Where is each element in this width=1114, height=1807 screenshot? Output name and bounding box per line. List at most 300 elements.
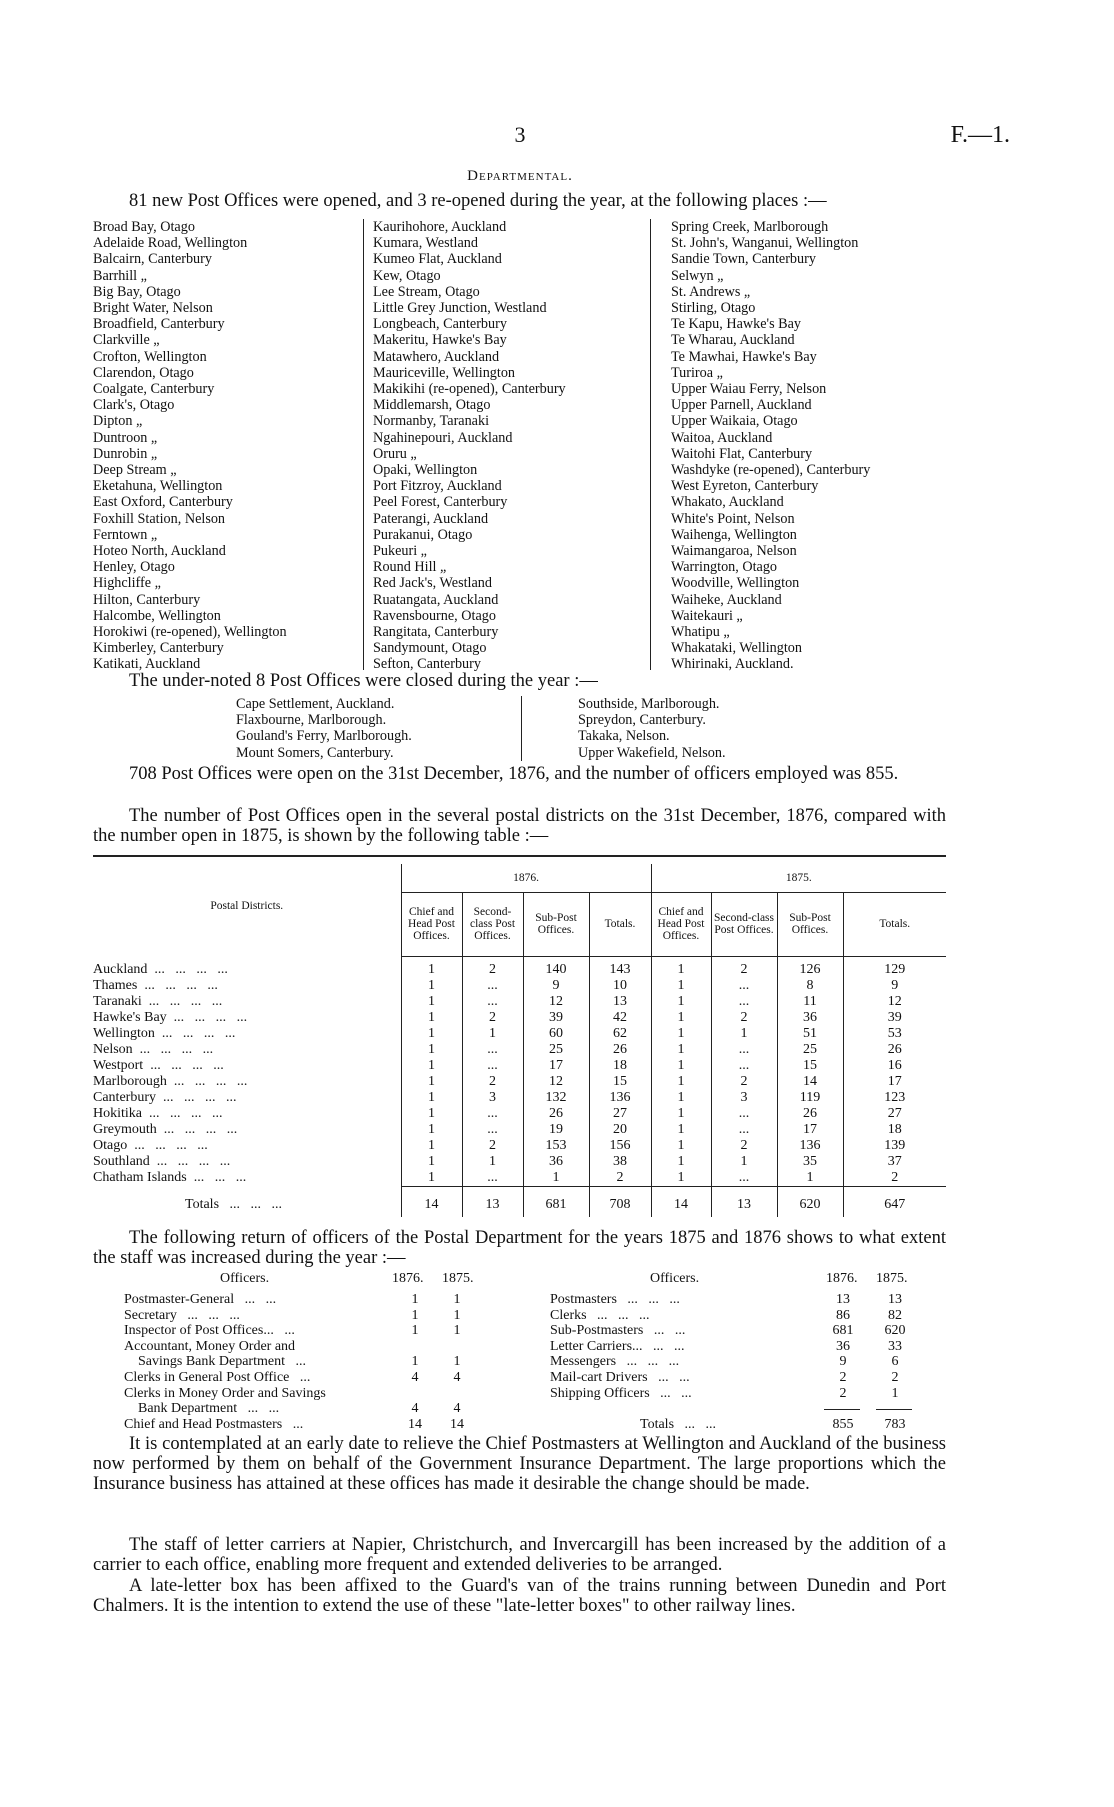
place-entry: Hoteo North, Auckland — [93, 543, 226, 560]
officers-total-1876: 855 — [832, 1417, 854, 1433]
officer-row — [550, 1370, 930, 1386]
place-entry: Round Hill „ — [373, 559, 447, 576]
place-entry: Stirling, Otago — [671, 300, 756, 317]
officer-count-1875: 6 — [891, 1354, 899, 1370]
cell-value: ... — [711, 1170, 777, 1187]
officer-count-1875: 620 — [884, 1323, 906, 1339]
place-entry: Selwyn „ — [671, 267, 724, 284]
place-entry: West Eyreton, Canterbury — [671, 478, 819, 495]
district-name: Nelson ... ... ... ... — [93, 1042, 214, 1057]
header-second: Second-class Post Offices. — [462, 892, 523, 956]
cell-value: 123 — [843, 1090, 946, 1106]
header-sub: Sub-Post Offices. — [777, 892, 843, 956]
cell-value: 1 — [651, 962, 711, 978]
cell-value: 620 — [777, 1187, 843, 1218]
cell-value: 1 — [401, 1010, 462, 1026]
cell-value: 16 — [843, 1058, 946, 1074]
officer-count-1875: 1 — [891, 1385, 899, 1401]
officer-row — [550, 1386, 930, 1402]
cell-value: 13 — [711, 1187, 777, 1218]
officer-row — [550, 1339, 930, 1355]
totals-rule — [550, 1401, 930, 1417]
place-entry: Waitohi Flat, Canterbury — [671, 445, 813, 462]
cell-value: 37 — [843, 1154, 946, 1170]
cell-value: 1 — [651, 1026, 711, 1042]
header-year-1876: 1876. — [401, 864, 651, 892]
letter-carriers-paragraph: The staff of letter carriers at Napier, Christchurch, and Invercargill has been increased by the addition of a carrier to each office, enabling more frequent and extended deliveries to be arranged. — [93, 1535, 946, 1575]
officer-label: Inspector of Post Offices... ... — [124, 1323, 295, 1339]
section-heading: Departmental. — [467, 168, 573, 184]
place-entry: Balcairn, Canterbury — [93, 251, 212, 268]
place-entry: Ravensbourne, Otago — [373, 607, 496, 624]
cell-value: 1 — [523, 1170, 589, 1187]
place-entry: Broad Bay, Otago — [93, 219, 195, 235]
district-name: Wellington ... ... ... ... — [93, 1026, 236, 1041]
place-entry: Normanby, Taranaki — [373, 413, 490, 430]
closed-office-entry: Gouland's Ferry, Marlborough. — [236, 728, 412, 745]
district-name: Southland ... ... ... ... — [93, 1154, 231, 1169]
place-entry: Kumara, Westland — [373, 235, 478, 252]
place-entry: Waimangaroa, Nelson — [671, 543, 797, 560]
officer-label: Accountant, Money Order and — [124, 1338, 296, 1354]
cell-value: 129 — [843, 962, 946, 978]
place-entry: Henley, Otago — [93, 559, 175, 576]
officer-label: Messengers ... ... ... — [550, 1354, 680, 1370]
table-row — [93, 1074, 946, 1090]
cell-value: 36 — [777, 1010, 843, 1026]
cell-value: ... — [462, 1170, 523, 1187]
officer-label: Clerks ... ... ... — [550, 1307, 650, 1323]
cell-value: ... — [462, 1058, 523, 1074]
header-chief: Chief and Head Post Offices. — [401, 892, 462, 956]
officers-left-year-1876: 1876. — [392, 1271, 424, 1286]
place-entry: Barrhill „ — [93, 267, 147, 284]
place-entry: Lee Stream, Otago — [373, 283, 480, 300]
officer-row — [124, 1339, 504, 1355]
document-reference: F.—1. — [950, 122, 1010, 148]
place-entry: Little Grey Junction, Westland — [373, 300, 547, 317]
cell-value: 2 — [711, 1138, 777, 1154]
table-row — [93, 1138, 946, 1154]
place-entry: Horokiwi (re-opened), Wellington — [93, 624, 287, 641]
place-entry: Sefton, Canterbury — [373, 656, 481, 673]
cell-value: 2 — [462, 962, 523, 978]
officer-count-1876: 1 — [411, 1354, 419, 1370]
table-row — [93, 962, 946, 978]
district-name: Otago ... ... ... ... — [93, 1138, 208, 1153]
cell-value: 1 — [401, 1106, 462, 1122]
cell-value: 42 — [589, 1010, 651, 1026]
cell-value: 1 — [401, 1122, 462, 1138]
place-entry: Upper Waikaia, Otago — [671, 413, 798, 430]
closed-intro: The under-noted 8 Post Offices were closed during the year :— — [129, 671, 598, 691]
officers-intro-paragraph: The following return of officers of the Postal Department for the years 1875 and 1876 shows to what extent the staff was increased during the year :— — [93, 1228, 946, 1268]
table-row — [93, 1058, 946, 1074]
officer-label: Postmaster-General ... ... — [124, 1292, 277, 1307]
officer-count-1876: 4 — [411, 1401, 419, 1417]
cell-value: 132 — [523, 1090, 589, 1106]
officer-label: Bank Department ... ... — [124, 1401, 280, 1417]
officers-left-year-1875: 1875. — [442, 1271, 474, 1286]
closed-office-entry: Cape Settlement, Auckland. — [236, 696, 395, 712]
officer-label: Clerks in Money Order and Savings — [124, 1385, 326, 1401]
cell-value: ... — [462, 1122, 523, 1138]
cell-value: 9 — [523, 978, 589, 994]
officer-count-1875: 1 — [453, 1354, 461, 1370]
place-entry: Duntroon „ — [93, 429, 158, 446]
cell-value: 17 — [843, 1074, 946, 1090]
officer-label: Savings Bank Department ... — [124, 1354, 306, 1370]
place-entry: Deep Stream „ — [93, 462, 177, 479]
place-entry: Whirinaki, Auckland. — [671, 656, 794, 673]
place-entry: Clark's, Otago — [93, 397, 175, 414]
cell-value: 143 — [589, 962, 651, 978]
place-entry: Makeritu, Hawke's Bay — [373, 332, 507, 349]
officer-row — [550, 1308, 930, 1324]
officer-count-1875: 1 — [453, 1292, 461, 1307]
place-entry: Spring Creek, Marlborough — [671, 219, 829, 235]
officer-count-1876: 1 — [411, 1292, 419, 1307]
officers-right-list — [550, 1292, 930, 1433]
places-column-2 — [373, 219, 566, 673]
cell-value: 1 — [651, 994, 711, 1010]
cell-value: 27 — [843, 1106, 946, 1122]
district-name: Totals ... ... ... — [185, 1196, 283, 1212]
cell-value: 18 — [589, 1058, 651, 1074]
cell-value: 9 — [843, 978, 946, 994]
officer-count-1875: 4 — [453, 1401, 461, 1417]
table-row — [93, 1010, 946, 1026]
cell-value: 15 — [777, 1058, 843, 1074]
cell-value: 681 — [523, 1187, 589, 1218]
officer-count-1876: 9 — [839, 1354, 847, 1370]
officer-count-1876: 14 — [408, 1416, 422, 1432]
place-entry: Warrington, Otago — [671, 559, 778, 576]
place-entry: Port Fitzroy, Auckland — [373, 478, 502, 495]
officers-left-header: Officers. — [220, 1271, 270, 1286]
cell-value: 1 — [401, 1042, 462, 1058]
place-entry: Dipton „ — [93, 413, 143, 430]
closed-office-entry: Takaka, Nelson. — [578, 728, 670, 745]
totals-row — [93, 1187, 946, 1218]
cell-value: 60 — [523, 1026, 589, 1042]
place-entry: East Oxford, Canterbury — [93, 494, 233, 511]
officer-count-1875: 1 — [453, 1307, 461, 1323]
place-entry: Eketahuna, Wellington — [93, 478, 223, 495]
cell-value: 14 — [401, 1187, 462, 1218]
header-totals: Totals. — [589, 892, 651, 956]
officers-totals-label: Totals ... ... — [640, 1417, 717, 1433]
column-divider — [363, 219, 364, 670]
table-top-rule — [93, 855, 946, 857]
cell-value: ... — [711, 978, 777, 994]
place-entry: Te Mawhai, Hawke's Bay — [671, 348, 817, 365]
cell-value: 51 — [777, 1026, 843, 1042]
officers-totals-row — [550, 1417, 930, 1433]
cell-value: ... — [711, 1042, 777, 1058]
cell-value: 27 — [589, 1106, 651, 1122]
cell-value: 1 — [711, 1154, 777, 1170]
cell-value: 1 — [651, 1138, 711, 1154]
cell-value: 39 — [843, 1010, 946, 1026]
place-entry: Waiheke, Auckland — [671, 591, 782, 608]
cell-value: 25 — [523, 1042, 589, 1058]
header-second: Second-class Post Offices. — [711, 892, 777, 956]
table-row — [93, 1106, 946, 1122]
place-entry: Te Kapu, Hawke's Bay — [671, 316, 802, 333]
officer-row — [124, 1354, 504, 1370]
cell-value: 38 — [589, 1154, 651, 1170]
place-entry: Whatipu „ — [671, 624, 730, 641]
cell-value: ... — [462, 1042, 523, 1058]
table-row — [93, 978, 946, 994]
cell-value: 1 — [651, 1074, 711, 1090]
officer-count-1875: 4 — [453, 1369, 461, 1385]
cell-value: 10 — [589, 978, 651, 994]
cell-value: 1 — [401, 1170, 462, 1187]
place-entry: Whakato, Auckland — [671, 494, 784, 511]
cell-value: 1 — [651, 1042, 711, 1058]
closed-office-entry: Spreydon, Canterbury. — [578, 712, 706, 729]
cell-value: 1 — [651, 1090, 711, 1106]
header-sub: Sub-Post Offices. — [523, 892, 589, 956]
intro-paragraph: 81 new Post Offices were opened, and 3 re-opened during the year, at the following places :— — [129, 191, 827, 211]
place-entry: Ferntown „ — [93, 526, 158, 543]
closed-office-entry: Upper Wakefield, Nelson. — [578, 744, 726, 761]
cell-value: 17 — [777, 1122, 843, 1138]
place-entry: Foxhill Station, Nelson — [93, 510, 226, 527]
cell-value: 1 — [401, 1058, 462, 1074]
officer-label: Shipping Officers ... ... — [550, 1385, 692, 1401]
officer-count-1875: 2 — [891, 1369, 899, 1385]
cell-value: 26 — [777, 1106, 843, 1122]
place-entry: Ruatangata, Auckland — [373, 591, 499, 608]
cell-value: 13 — [589, 994, 651, 1010]
place-entry: Kew, Otago — [373, 267, 441, 284]
cell-value: 12 — [523, 1074, 589, 1090]
cell-value: 1 — [401, 1138, 462, 1154]
district-name: Thames ... ... ... ... — [93, 978, 218, 993]
place-entry: Washdyke (re-opened), Canterbury — [671, 462, 871, 479]
cell-value: 1 — [401, 994, 462, 1010]
place-entry: Mauriceville, Wellington — [373, 364, 516, 381]
place-entry: Pukeuri „ — [373, 543, 427, 560]
cell-value: 1 — [401, 1154, 462, 1170]
cell-value: 2 — [843, 1170, 946, 1187]
officers-right-year-1876: 1876. — [826, 1271, 858, 1286]
column-divider — [650, 219, 651, 670]
place-entry: Middlemarsh, Otago — [373, 397, 491, 414]
late-letter-paragraph: A late-letter box has been affixed to the Guard's van of the trains running between Dunedin and Port Chalmers. It is the intention to extend the use of these "late-letter boxes" to other railway lines. — [93, 1576, 946, 1616]
closed-office-entry: Flaxbourne, Marlborough. — [236, 712, 387, 729]
place-entry: Hilton, Canterbury — [93, 591, 201, 608]
cell-value: 12 — [523, 994, 589, 1010]
district-name: Taranaki ... ... ... ... — [93, 994, 223, 1009]
place-entry: Oruru „ — [373, 445, 417, 462]
district-name: Greymouth ... ... ... ... — [93, 1122, 238, 1137]
cell-value: 1 — [401, 1026, 462, 1042]
district-name: Chatham Islands ... ... ... — [93, 1170, 247, 1186]
place-entry: Kimberley, Canterbury — [93, 640, 224, 657]
officers-left-list — [124, 1292, 504, 1432]
place-entry: Whakataki, Wellington — [671, 640, 802, 657]
cell-value: ... — [711, 1058, 777, 1074]
place-entry: Paterangi, Auckland — [373, 510, 489, 527]
closed-office-entry: Mount Somers, Canterbury. — [236, 744, 394, 761]
cell-value: 15 — [589, 1074, 651, 1090]
place-entry: Peel Forest, Canterbury — [373, 494, 508, 511]
table-row — [93, 1122, 946, 1138]
places-column-1 — [93, 219, 287, 673]
place-entry: Waitoa, Auckland — [671, 429, 773, 446]
cell-value: 2 — [462, 1074, 523, 1090]
place-entry: Sandymount, Otago — [373, 640, 487, 657]
cell-value: 708 — [589, 1187, 651, 1218]
table-row — [93, 1042, 946, 1058]
cell-value: 2 — [711, 1010, 777, 1026]
cell-value: 14 — [777, 1074, 843, 1090]
cell-value: 136 — [777, 1138, 843, 1154]
officer-count-1876: 36 — [836, 1338, 850, 1354]
cell-value: 26 — [843, 1042, 946, 1058]
offices-open-paragraph: 708 Post Offices were open on the 31st December, 1876, and the number of officers employed was 855. — [129, 764, 899, 784]
closed-office-entry: Southside, Marlborough. — [578, 696, 720, 712]
table-intro-paragraph: The number of Post Offices open in the several postal districts on the 31st December, 1876, compared with the number open in 1875, is shown by the following table :— — [93, 806, 946, 846]
cell-value: 53 — [843, 1026, 946, 1042]
cell-value: ... — [711, 1122, 777, 1138]
place-entry: Longbeach, Canterbury — [373, 316, 507, 333]
insurance-paragraph: It is contemplated at an early date to relieve the Chief Postmasters at Wellington and Auckland of the business now performed by them on behalf of the Government Insurance Department. The large proportions which the Insurance business has attained at these offices has made it desirable the change should be made. — [93, 1434, 946, 1494]
closed-column-2 — [578, 696, 726, 761]
cell-value: 1 — [462, 1026, 523, 1042]
closed-column-1 — [236, 696, 412, 761]
place-entry: Waitekauri „ — [671, 607, 743, 624]
place-entry: Clarendon, Otago — [93, 364, 194, 381]
place-entry: St. Andrews „ — [671, 283, 751, 300]
cell-value: 140 — [523, 962, 589, 978]
cell-value: 35 — [777, 1154, 843, 1170]
cell-value: ... — [462, 1106, 523, 1122]
cell-value: ... — [711, 1106, 777, 1122]
officer-row — [124, 1401, 504, 1417]
place-entry: Clarkville „ — [93, 332, 160, 349]
column-divider — [521, 696, 522, 761]
table-row — [93, 1026, 946, 1042]
cell-value: 126 — [777, 962, 843, 978]
place-entry: Crofton, Wellington — [93, 348, 207, 365]
district-name: Hokitika ... ... ... ... — [93, 1106, 223, 1121]
cell-value: 2 — [711, 962, 777, 978]
places-column-3 — [671, 219, 870, 673]
cell-value: 62 — [589, 1026, 651, 1042]
place-entry: Waihenga, Wellington — [671, 526, 797, 543]
cell-value: 20 — [589, 1122, 651, 1138]
cell-value: 1 — [651, 978, 711, 994]
place-entry: Woodville, Wellington — [671, 575, 800, 592]
cell-value: ... — [462, 994, 523, 1010]
cell-value: 1 — [651, 1122, 711, 1138]
cell-value: 26 — [523, 1106, 589, 1122]
officer-count-1875: 82 — [888, 1307, 902, 1323]
cell-value: 156 — [589, 1138, 651, 1154]
place-entry: White's Point, Nelson — [671, 510, 795, 527]
cell-value: 1 — [651, 1058, 711, 1074]
cell-value: 3 — [711, 1090, 777, 1106]
district-name: Marlborough ... ... ... ... — [93, 1074, 248, 1089]
cell-value: 18 — [843, 1122, 946, 1138]
header-chief: Chief and Head Post Offices. — [651, 892, 711, 956]
place-entry: Highcliffe „ — [93, 575, 161, 592]
officer-row — [124, 1308, 504, 1324]
officer-count-1876: 2 — [839, 1385, 847, 1401]
officer-count-1876: 1 — [411, 1307, 419, 1323]
place-entry: Adelaide Road, Wellington — [93, 235, 248, 252]
place-entry: Opaki, Wellington — [373, 462, 478, 479]
cell-value: 25 — [777, 1042, 843, 1058]
cell-value: 2 — [711, 1074, 777, 1090]
place-entry: Big Bay, Otago — [93, 283, 181, 300]
officer-label: Chief and Head Postmasters ... — [124, 1416, 304, 1432]
officer-count-1876: 4 — [411, 1369, 419, 1385]
place-entry: Rangitata, Canterbury — [373, 624, 499, 641]
officer-row — [550, 1354, 930, 1370]
cell-value: 153 — [523, 1138, 589, 1154]
officer-label: Clerks in General Post Office ... — [124, 1369, 311, 1385]
cell-value: 136 — [589, 1090, 651, 1106]
cell-value: 3 — [462, 1090, 523, 1106]
cell-value: 11 — [777, 994, 843, 1010]
cell-value: ... — [711, 994, 777, 1010]
place-entry: Halcombe, Wellington — [93, 607, 221, 624]
cell-value: 1 — [401, 962, 462, 978]
officers-total-1875: 783 — [884, 1417, 906, 1433]
cell-value: 14 — [651, 1187, 711, 1218]
officers-right-year-1875: 1875. — [876, 1271, 908, 1286]
place-entry: Sandie Town, Canterbury — [671, 251, 816, 268]
officer-label: Secretary ... ... ... — [124, 1307, 240, 1323]
table-row — [93, 1090, 946, 1106]
cell-value: 2 — [462, 1138, 523, 1154]
place-entry: Purakanui, Otago — [373, 526, 473, 543]
officer-label: Postmasters ... ... ... — [550, 1292, 680, 1307]
cell-value: 17 — [523, 1058, 589, 1074]
cell-value: 1 — [401, 1090, 462, 1106]
cell-value: 36 — [523, 1154, 589, 1170]
cell-value: 13 — [462, 1187, 523, 1218]
officer-label: Sub-Postmasters ... ... — [550, 1323, 686, 1339]
officer-row — [550, 1323, 930, 1339]
place-entry: Kaurihohore, Auckland — [373, 219, 507, 235]
officer-count-1875: 13 — [888, 1292, 902, 1307]
officer-label: Letter Carriers... ... ... — [550, 1338, 685, 1354]
officer-count-1876: 2 — [839, 1369, 847, 1385]
cell-value: 647 — [843, 1187, 946, 1218]
place-entry: Coalgate, Canterbury — [93, 381, 215, 398]
page-number: 3 — [514, 122, 526, 147]
place-entry: Makikihi (re-opened), Canterbury — [373, 381, 566, 398]
officer-row — [124, 1417, 504, 1433]
postal-districts-table — [93, 864, 946, 1217]
officer-count-1876: 86 — [836, 1307, 850, 1323]
officer-row — [124, 1323, 504, 1339]
cell-value: 8 — [777, 978, 843, 994]
district-name: Westport ... ... ... ... — [93, 1058, 224, 1073]
header-totals: Totals. — [843, 892, 946, 956]
cell-value: 2 — [462, 1010, 523, 1026]
cell-value: 1 — [777, 1170, 843, 1187]
officer-count-1875: 1 — [453, 1323, 461, 1339]
officer-row — [124, 1292, 504, 1308]
